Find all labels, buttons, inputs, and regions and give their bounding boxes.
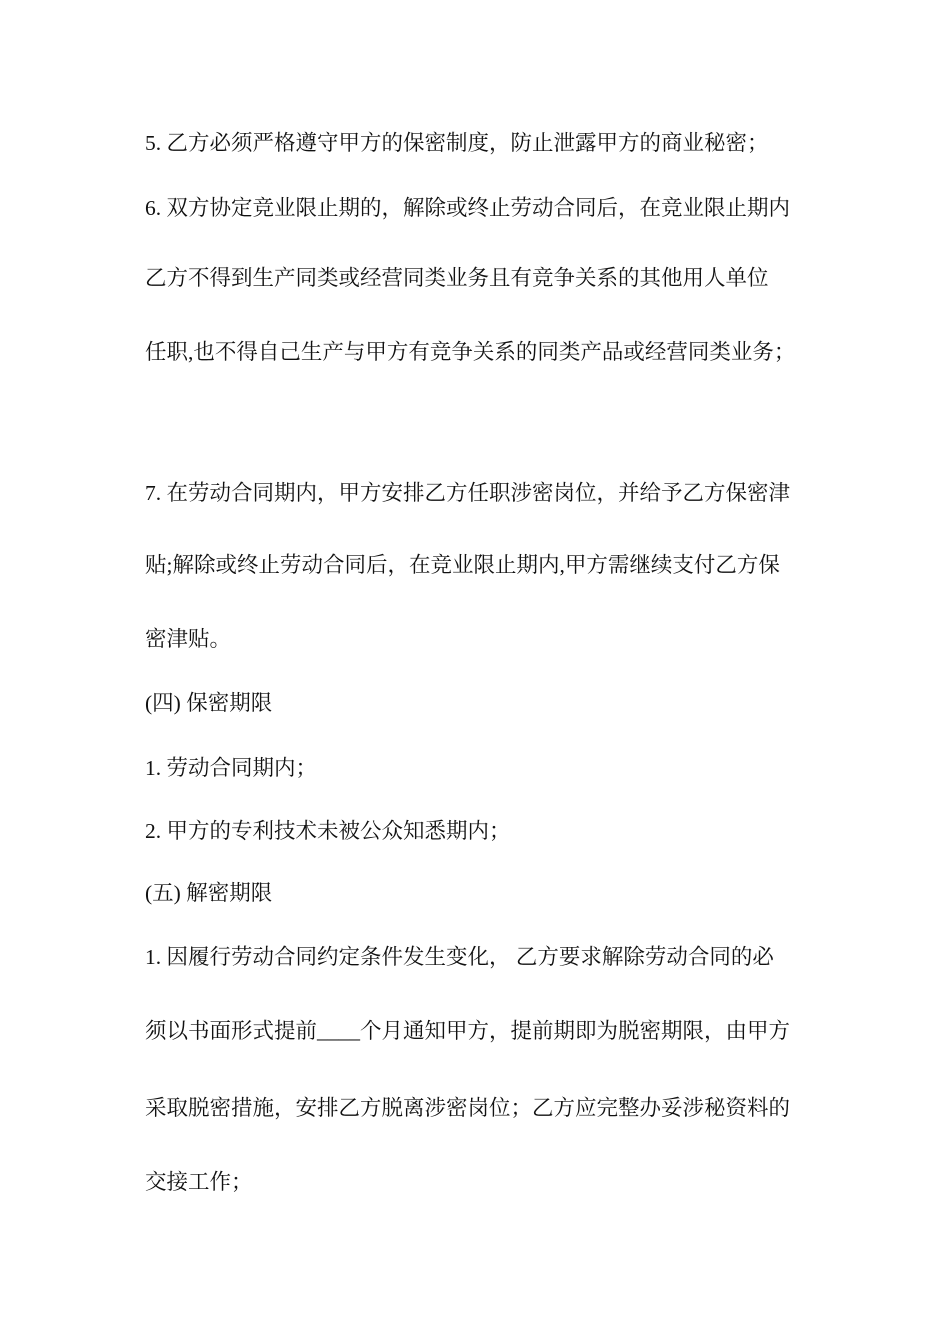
section-5-item-1-line-1: 1. 因履行劳动合同约定条件发生变化， 乙方要求解除劳动合同的必 [145,945,774,969]
clause-7-line-3: 密津贴。 [145,627,232,651]
clause-6-line-3: 任职,也不得自己生产与甲方有竞争关系的同类产品或经营同类业务； [145,340,796,364]
clause-6-line-1: 6. 双方协定竞业限止期的，解除或终止劳动合同后，在竞业限止期内 [145,196,791,220]
clause-7-line-1: 7. 在劳动合同期内，甲方安排乙方任职涉密岗位，并给予乙方保密津 [145,481,791,505]
clause-7-line-2: 贴;解除或终止劳动合同后，在竞业限止期内,甲方需继续支付乙方保 [145,553,780,577]
clause-5: 5. 乙方必须严格遵守甲方的保密制度，防止泄露甲方的商业秘密； [145,131,769,155]
section-5-item-1-line-4: 交接工作； [145,1170,253,1194]
section-5-heading: (五) 解密期限 [145,881,273,905]
section-4-heading: (四) 保密期限 [145,691,273,715]
section-5-item-1-line-2: 须以书面形式提前____个月通知甲方，提前期即为脱密期限，由甲方 [145,1019,791,1043]
clause-6-line-2: 乙方不得到生产同类或经营同类业务且有竞争关系的其他用人单位 [145,266,769,290]
section-4-item-1: 1. 劳动合同期内； [145,756,318,780]
section-4-item-2: 2. 甲方的专利技术未被公众知悉期内； [145,819,511,843]
section-5-item-1-line-3: 采取脱密措施，安排乙方脱离涉密岗位；乙方应完整办妥涉秘资料的 [145,1096,791,1120]
